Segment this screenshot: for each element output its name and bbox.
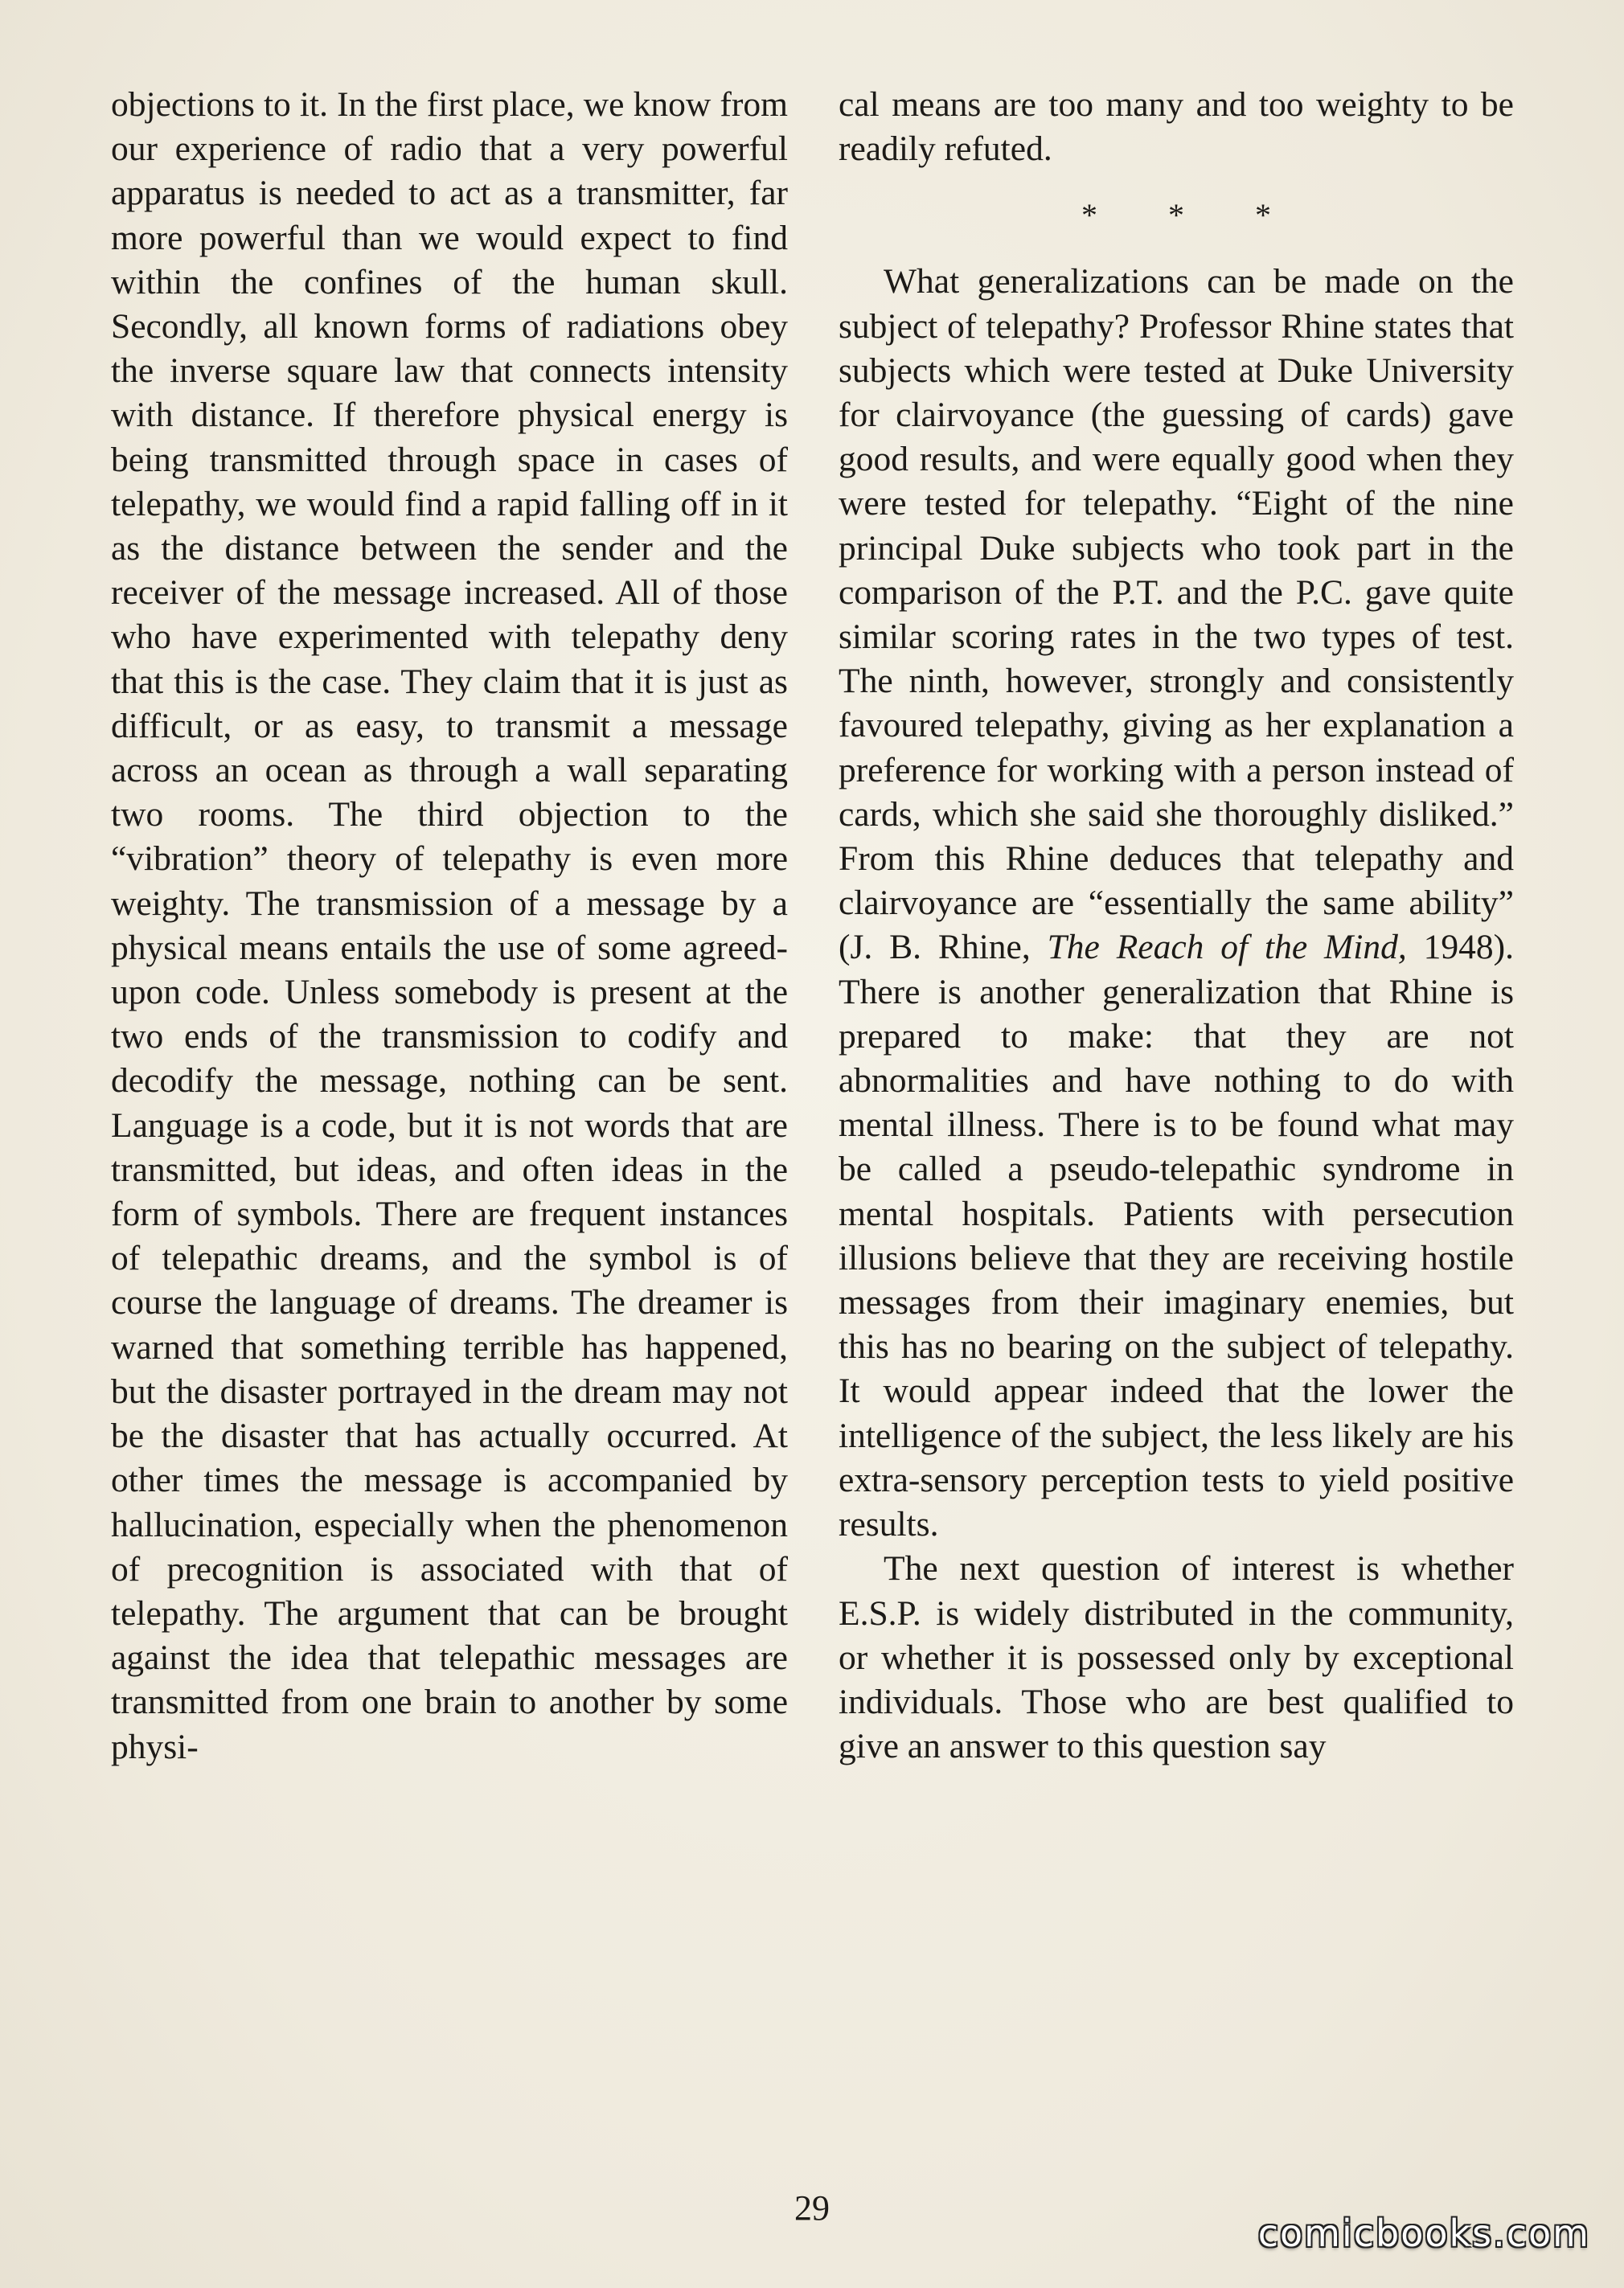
right-text-column (839, 83, 1514, 1769)
book-title-italic: The Reach of the Mind, (1047, 928, 1407, 967)
paragraph-text: 1948). There is another generalization that Rhine is prepared to make: that they are not abnormalities and have nothing to do with mental illness. There is to be found what may be called a pseudo-telepathic syndrome in mental hospitals. Patients with persecution illusions believe that they are receiving hostile messages from their imaginary enemies, but this has no bearing on the subject of telepathy. It would appear indeed that the lower the intelligence of the subject, the less likely are his extra-sensory perception tests to yield positive results. (839, 928, 1514, 1544)
page-number: 29 (794, 2188, 830, 2228)
body-paragraph: The next question of interest is whether E.S.P. is widely distributed in the community, or whether it is possessed only by exceptional individuals. Those who are best qualified to give an answer to this question say (839, 1549, 1514, 1766)
body-paragraph-continuation: cal means are too many and too weighty to be readily refuted. (839, 85, 1514, 169)
left-text-column (111, 83, 788, 1769)
paragraph-text: What generalizations can be made on the subject of telepathy? Professor Rhine states that subjects which were tested at Duke University for clairvoyance (the guessing of cards) gave good results, and were equally good when they were tested for telepathy. “Eight of the nine principal Duke subjects who took part in the comparison of the P.T. and the P.C. gave quite similar scoring rates in the two types of test. The ninth, however, strongly and consistently favoured telepathy, giving as her explanation a preference for working with a person instead of cards, which she said she thoroughly disliked.” From this Rhine deduces that telepathy and clairvoyance are “essentially the same ability” (J. B. Rhine, (839, 262, 1514, 967)
body-paragraph (839, 260, 1514, 1547)
watermark-logo: comicbooks.com (1257, 2212, 1590, 2255)
body-paragraph: objections to it. In the first place, we know from our experience of radio that a very powerful apparatus is needed to act as a transmitter, far more powerful than we would expect to find within the confines of the human skull. Secondly, all known forms of radiations obey the inverse square law that connects intensity with distance. If therefore physical energy is being transmitted through space in cases of telepathy, we would find a rapid falling off in it as the distance between the sender and the receiver of the message increased. All of those who have experimented with telepathy deny that this is the case. They claim that it is just as difficult, or as easy, to transmit a message across an ocean as through a wall separating two rooms. The third objection to the “vibration” theory of telepathy is even more weighty. The transmission of a message by a physical means entails the use of some agreed-upon code. Unless somebody is present at the two ends of the transmission to codify and decodify the message, nothing can be sent. Language is a code, but it is not words that are transmitted, but ideas, and often ideas in the form of symbols. There are frequent instances of telepathic dreams, and the symbol is of course the language of dreams. The dreamer is warned that something terrible has happened, but the disaster portrayed in the dream may not be the disaster that has actually occurred. At other times the message is accompanied by hallucination, especially when the phenomenon of precognition is associated with that of telepathy. The argument that can be brought against the idea that telepathic messages are transmitted from one brain to another by some physi- (111, 85, 788, 1766)
section-separator: * * * (1081, 197, 1271, 234)
